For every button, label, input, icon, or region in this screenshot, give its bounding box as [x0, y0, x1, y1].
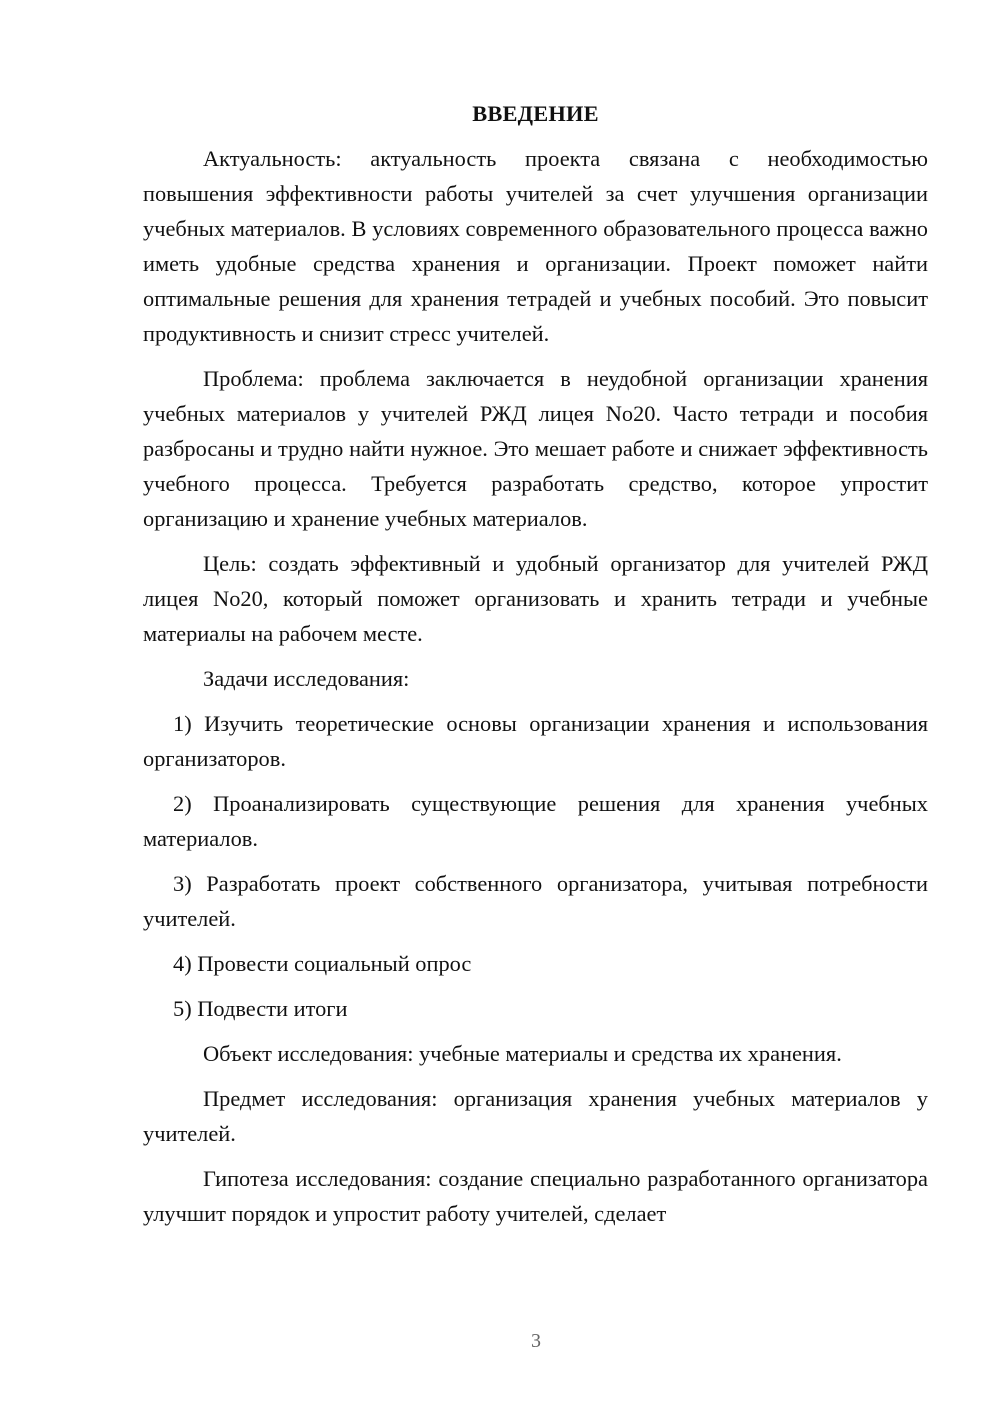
task-item-3: 3) Разработать проект собственного организатора, учитывая потребности учителей. [143, 871, 928, 931]
section-title: ВВЕДЕНИЕ [472, 101, 599, 126]
page-number: 3 [531, 1330, 541, 1352]
paragraph-hypothesis: Гипотеза исследования: создание специально разработанного организатора улучшит порядок и упростит работу учителей, сделает [143, 1166, 928, 1226]
document-page [143, 96, 928, 1241]
paragraph-object: Объект исследования: учебные материалы и средства их хранения. [203, 1041, 842, 1066]
task-item-4: 4) Провести социальный опрос [173, 951, 472, 976]
task-item-2: 2) Проанализировать существующие решения для хранения учебных материалов. [143, 791, 928, 851]
paragraph-relevance: Актуальность: актуальность проекта связана с необходимостью повышения эффективности работы учителей за счет улучшения организации учебных материалов. В условиях современного образовательного процесса важно иметь удобные средства хранения и организации. Проект поможет найти оптимальные решения для хранения тетрадей и учебных пособий. Это повысит продуктивность и снизит стресс учителей. [143, 146, 928, 346]
task-item-5: 5) Подвести итоги [173, 996, 348, 1021]
task-item-1: 1) Изучить теоретические основы организации хранения и использования организаторов. [143, 711, 928, 771]
paragraph-goal: Цель: создать эффективный и удобный организатор для учителей РЖД лицея No20, который поможет организовать и хранить тетради и учебные материалы на рабочем месте. [143, 551, 928, 646]
paragraph-problem: Проблема: проблема заключается в неудобной организации хранения учебных материалов у учителей РЖД лицея No20. Часто тетради и пособия разбросаны и трудно найти нужное. Это мешает работе и снижает эффективность учебного процесса. Требуется разработать средство, которое упростит организацию и хранение учебных материалов. [143, 366, 928, 531]
paragraph-subject: Предмет исследования: организация хранения учебных материалов у учителей. [143, 1086, 928, 1146]
paragraph-tasks-heading: Задачи исследования: [203, 666, 410, 691]
